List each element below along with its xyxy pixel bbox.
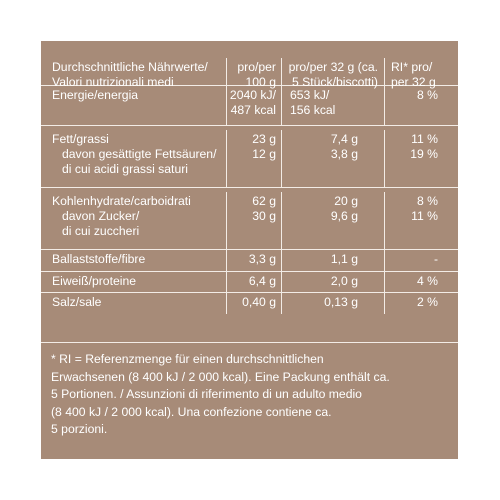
label-saturated-fat: davon gesättigte Fettsäuren/	[62, 147, 217, 161]
row-label	[41, 272, 227, 292]
table-row-fat	[41, 126, 458, 188]
value: 156 kcal	[290, 103, 336, 117]
per100-cell	[227, 250, 282, 271]
header-per32	[282, 58, 385, 89]
value: 653 kJ/	[290, 88, 330, 102]
per100-cell	[227, 293, 282, 314]
row-label	[41, 293, 227, 314]
label-salt: Salz/sale	[52, 295, 102, 309]
value: 0,13 g	[324, 295, 358, 309]
table-row-protein	[41, 272, 458, 293]
ri-cell	[385, 250, 458, 271]
label-carbs: Kohlenhydrate/carboidrati	[52, 194, 191, 208]
table-row-carbs	[41, 188, 458, 250]
header-ri	[385, 58, 458, 89]
value: 0,40 g	[242, 295, 276, 309]
value: 2 %	[416, 295, 438, 309]
per32-cell	[282, 86, 385, 125]
footnote	[41, 342, 458, 439]
row-label	[41, 86, 227, 125]
ri-cell	[385, 86, 458, 125]
footnote-line-5: 5 porzioni.	[51, 422, 108, 436]
footnote-line-3: 5 Portionen. / Assunzioni di riferimento di un adulto medio	[51, 387, 362, 401]
value: 3,8 g	[330, 147, 358, 161]
label-sugar: davon Zucker/	[62, 209, 140, 223]
value: 487 kcal	[230, 103, 276, 117]
ri-cell	[385, 293, 458, 314]
table-header-row	[41, 41, 458, 89]
per32-cell	[282, 250, 385, 271]
label-sugar-it: di cui zuccheri	[62, 224, 140, 238]
value: 8 %	[416, 194, 438, 208]
label-fat: Fett/grassi	[52, 132, 109, 146]
value: 11 %	[411, 132, 438, 146]
value: 3,3 g	[248, 252, 276, 266]
value: 20 g	[334, 194, 358, 208]
per32-cell	[282, 192, 385, 249]
value: 6,4 g	[248, 274, 276, 288]
footnote-line-4: (8 400 kJ / 2 000 kcal). Una confezione contiene ca.	[51, 404, 332, 419]
value: -	[433, 252, 438, 266]
footnote-line-2: Erwachsenen (8 400 kJ / 2 000 kcal). Eine Packung enthält ca.	[51, 369, 390, 384]
header-per100-line-1: pro/per	[237, 60, 276, 74]
value: 7,4 g	[330, 132, 358, 146]
header-ri-line-1: RI* pro/	[391, 60, 433, 74]
label-saturated-fat-it: di cui acidi grassi saturi	[62, 162, 188, 176]
header-ri-line-2: per 32 g	[391, 75, 436, 89]
value: 12 g	[252, 147, 276, 161]
row-label	[41, 130, 227, 187]
value: 8 %	[416, 88, 438, 102]
per32-cell	[282, 272, 385, 292]
value: 2,0 g	[330, 274, 358, 288]
per100-cell	[227, 272, 282, 292]
value: 4 %	[416, 274, 438, 288]
table-row-salt	[41, 293, 458, 314]
value: 1,1 g	[330, 252, 358, 266]
header-nutrient-line-2: Valori nutrizionali medi	[52, 75, 174, 89]
header-per32-line-1: pro/per 32 g (ca.	[288, 60, 378, 74]
value: 2040 kJ/	[229, 88, 276, 102]
label-protein: Eiweiß/proteine	[52, 274, 136, 288]
per100-cell	[227, 86, 282, 125]
value: 23 g	[252, 132, 276, 146]
header-per32-line-2: 5 Stück/biscotti)	[291, 75, 378, 89]
ri-cell	[385, 130, 458, 187]
row-label	[41, 192, 227, 249]
ri-cell	[385, 192, 458, 249]
nutrition-panel	[41, 41, 458, 459]
value: 19 %	[410, 147, 438, 161]
header-nutrient-line-1: Durchschnittliche Nährwerte/	[52, 60, 208, 74]
header-per100	[227, 58, 282, 89]
per32-cell	[282, 293, 385, 314]
per100-cell	[227, 130, 282, 187]
ri-cell	[385, 272, 458, 292]
per32-cell	[282, 130, 385, 187]
table-row-energy	[41, 86, 458, 126]
value: 11 %	[411, 209, 438, 223]
value: 62 g	[252, 194, 276, 208]
value: 30 g	[252, 209, 276, 223]
nutrition-table	[41, 41, 458, 314]
per100-cell	[227, 192, 282, 249]
header-per100-line-2: 100 g	[245, 75, 276, 89]
footnote-line-1: * RI = Referenzmenge für einen durchschnittlichen	[51, 352, 324, 366]
label-fibre: Ballaststoffe/fibre	[52, 252, 146, 266]
table-row-fibre	[41, 250, 458, 272]
value: 9,6 g	[330, 209, 358, 223]
label-energy: Energie/energia	[52, 88, 139, 102]
row-label	[41, 250, 227, 271]
header-nutrient	[41, 58, 227, 89]
